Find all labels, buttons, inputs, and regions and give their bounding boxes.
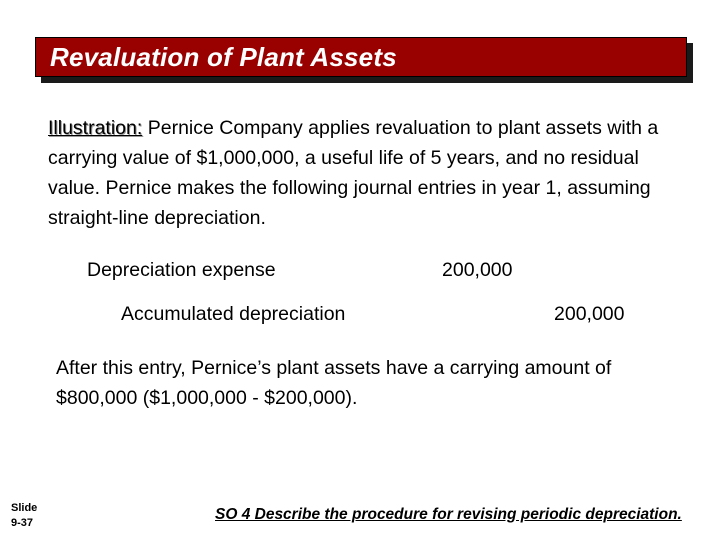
after-entry-paragraph: After this entry, Pernice’s plant assets have a carrying amount of $800,000 ($1,000,000 - $200,000). [56,357,612,409]
illustration-paragraph [48,113,688,233]
slide-number: 9-37 [11,517,34,529]
slide-title: Revaluation of Plant Assets [50,42,397,72]
debit-amount: 200,000 [442,259,513,281]
illustration-text: Pernice Company applies revaluation to plant assets with a carrying value of $1,000,000, a useful life of 5 years, and no residual value. Pernice makes the following journal entries in year 1, assuming straight-line depreciation. [48,117,659,229]
slide-label: Slide [11,502,38,514]
credit-amount: 200,000 [554,303,625,325]
credit-account: Accumulated depreciation [121,303,346,325]
study-objective-footer: SO 4 Describe the procedure for revising periodic depreciation. [215,506,682,523]
title-bar [35,37,687,77]
slide-number-block [11,501,37,531]
debit-account: Depreciation expense [87,259,276,281]
illustration-label: Illustration: [48,117,143,139]
